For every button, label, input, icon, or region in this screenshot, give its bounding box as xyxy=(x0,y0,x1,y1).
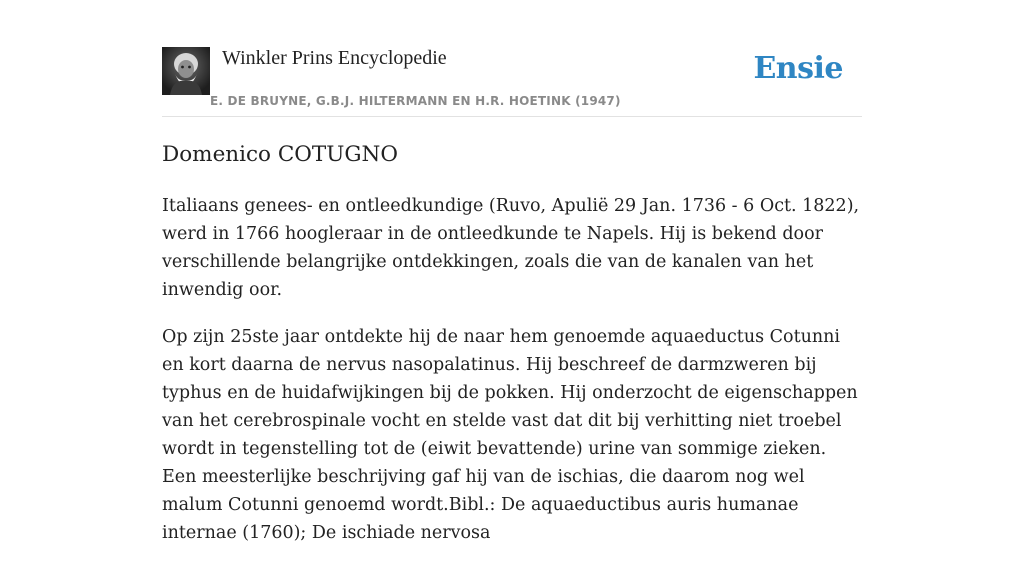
article-title: Domenico COTUGNO xyxy=(162,142,398,167)
article-paragraph-2: Op zijn 25ste jaar ontdekte hij de naar hem genoemde aquaeductus Cotunni en kort daarna de nervus nasopalatinus. Hij beschreef de darmzweren bij typhus en de huidafwijkingen bij de pokken. Hij onderzocht de eigenschappen van het cerebrospinale vocht en stelde vast dat dit bij verhitting niet troebel wordt in tegenstelling tot de (eiwit bevattende) urine van sommige zieken. Een meesterlijke beschrijving gaf hij van de ischias, die daarom nog wel malum Cotunni genoemd wordt.Bibl.: De aquaeductibus auris humanae internae (1760); De ischiade nervosa xyxy=(162,327,858,543)
author-avatar-icon[interactable] xyxy=(162,47,210,95)
article-paragraph-1: Italiaans genees- en ontleedkundige (Ruvo, Apulië 29 Jan. 1736 - 6 Oct. 1822), werd in 1766 hoogleraar in de ontleedkunde te Napels. Hij is bekend door verschillende belangrijke ontdekkingen, zoals die van de kanalen van het inwendig oor. xyxy=(162,196,860,300)
portrait-image xyxy=(162,47,210,95)
publication-authors: E. DE BRUYNE, G.B.J. HILTERMANN EN H.R. HOETINK (1947) xyxy=(210,94,621,108)
ensie-logo[interactable]: Ensie xyxy=(753,51,843,86)
publication-title[interactable]: Winkler Prins Encyclopedie xyxy=(222,47,447,69)
article-body xyxy=(162,192,862,566)
publication-header xyxy=(162,46,862,117)
